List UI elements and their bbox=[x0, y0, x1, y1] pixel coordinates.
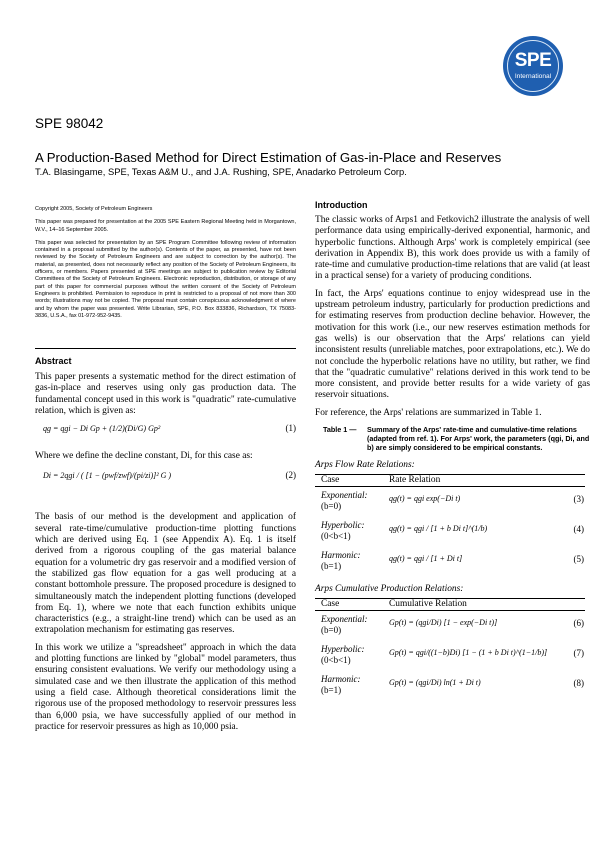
abstract-heading: Abstract bbox=[35, 356, 72, 366]
right-column bbox=[315, 200, 590, 704]
table-caption-label: Table 1 — bbox=[323, 425, 357, 435]
case-parameter: (b=0) bbox=[321, 501, 342, 512]
paper-title: A Production-Based Method for Direct Estimation of Gas-in-Place and Reserves bbox=[35, 150, 502, 165]
equation-number: (5) bbox=[573, 554, 584, 565]
equation-number: (7) bbox=[573, 648, 584, 659]
table-caption bbox=[323, 425, 590, 452]
abstract-paragraph: Where we define the decline constant, Di, for this case as: bbox=[35, 451, 253, 462]
table-rule bbox=[315, 474, 585, 475]
cumulative-table-body bbox=[315, 614, 590, 704]
relation-equation: qg(t) = qgi / [1 + Di t] bbox=[389, 554, 463, 564]
column-header-rate: Rate Relation bbox=[389, 475, 441, 486]
copyright-notice bbox=[35, 206, 296, 320]
copyright-line: This paper was selected for presentation by an SPE Program Committee following review of information contained in a proposal submitted by the author(s). Contents of the paper, as presented, have not been reviewed by the Society of Petroleum Engineers and are subject to correction by the author(s). The material, as presented, does not necessarily reflect any position of the Society of Petroleum Engineers, its officers, or members. Papers presented at SPE meetings are subject to publication review by Editorial Committees of the Society of Petroleum Engineers. Electronic reproduction, distribution, or storage of any part of this paper for commercial purposes without the written consent of the Society of Petroleum Engineers is prohibited. Permission to reproduce in print is restricted to a proposal of not more than 300 words; illustrations may not be copied. The proposal must contain conspicuous acknowledgment of where and by whom the paper was presented. Write Librarian, SPE, P.O. Box 833836, Richardson, TX 75083-3836, U.S.A., fax 01-972-952-9435. bbox=[35, 239, 296, 319]
introduction-heading: Introduction bbox=[315, 200, 368, 210]
case-parameter: (b=1) bbox=[321, 561, 342, 572]
equation-number: (4) bbox=[573, 524, 584, 535]
spe-logo bbox=[503, 36, 563, 96]
introduction-paragraph: In fact, the Arps' equations continue to enjoy widespread use in the upstream petroleum industry, particularly for production predictions and for estimating reserves from production decline behavior. However, the motivation for this work (i.e., our new reserves estimation methods for gas wells) is our observation that the Arps' relations can yield inconsistent results (unreliable matches, poor extrapolations, etc.). We do not conclude the hyperbolic relations have no utility, but rather, we find that the "quadratic cumulative" relations derived in this work tend to be more consistent, and provide better results for a wide variety of gas reservoir situations. bbox=[315, 288, 590, 401]
case-name: Exponential: bbox=[321, 490, 368, 501]
paper-id: SPE 98042 bbox=[35, 116, 104, 131]
equation-1 bbox=[43, 423, 296, 445]
table-rule bbox=[315, 486, 585, 487]
column-header-case: Case bbox=[321, 599, 340, 610]
abstract-paragraph: The basis of our method is the development and application of several rate-time/cumulative production-time plotting functions which are derived using Eq. 1 (see Appendix A). Eq. 1 is itself derived from a rigorous coupling of the gas material balance equation for a volumetric dry gas reservoir and a modified version of the stabilized gas flow equation for a gas well producing at a constant bottomhole pressure. The proposed procedure is designed to simultaneously match the independent plotting functions (developed from Eq. 1), where we note that each function exhibits unique characteristics (e.g., a straight-line trend) which can be used as an extrapolation mechanism for estimating gas reserves. bbox=[35, 512, 296, 636]
case-parameter: (b=1) bbox=[321, 685, 342, 696]
equation-2 bbox=[43, 470, 296, 498]
rate-table-header bbox=[315, 474, 590, 486]
equation-number: (8) bbox=[573, 678, 584, 689]
abstract-paragraph: This paper presents a systematic method for the direct estimation of gas-in-place and reserves using only gas production data. The fundamental concept used in this work is "quadratic" rate-cumulative relation, which is given as: bbox=[35, 372, 296, 416]
table-row bbox=[315, 674, 590, 704]
paper-authors: T.A. Blasingame, SPE, Texas A&M U., and J.A. Rushing, SPE, Anadarko Petroleum Corp. bbox=[35, 166, 407, 177]
equation-number: (3) bbox=[573, 494, 584, 505]
relation-equation: qg(t) = qgi / [1 + b Di t]^(1/b) bbox=[389, 524, 488, 534]
column-header-case: Case bbox=[321, 475, 340, 486]
logo-brand: SPE bbox=[514, 50, 552, 71]
case-parameter: (b=0) bbox=[321, 625, 342, 636]
equation-number: (2) bbox=[285, 470, 296, 481]
logo-subtitle: International bbox=[514, 73, 552, 80]
case-name: Hyperbolic: bbox=[321, 520, 365, 531]
rate-table-body bbox=[315, 490, 590, 580]
equation-text: qg = qgi − Di Gp + (1/2)(Di/G) Gp² bbox=[43, 424, 161, 434]
case-parameter: (0<b<1) bbox=[321, 531, 351, 542]
table-row bbox=[315, 490, 590, 520]
relation-equation: Gp(t) = (qgi/Di) ln(1 + Di t) bbox=[389, 678, 481, 688]
section-divider bbox=[35, 348, 296, 349]
table-row bbox=[315, 520, 590, 550]
table-rule bbox=[315, 610, 585, 611]
case-name: Harmonic: bbox=[321, 674, 361, 685]
equation-number: (6) bbox=[573, 618, 584, 629]
column-header-cumulative: Cumulative Relation bbox=[389, 599, 467, 610]
abstract-paragraph: In this work we utilize a "spreadsheet" approach in which the data and plotting functions are linked by "global" model parameters, thus ensuring consistent evaluations. We verify our methodology using a simulated case and we then illustrate the application of this method using a field case. Although theoretical considerations limit the rigorous use of the proposed methodology to reservoir pressures less than 6,000 psia, we have successfully applied of our method in practice for reservoir pressures as high as 10,000 psia. bbox=[35, 642, 296, 732]
table-caption-text: Summary of the Arps' rate-time and cumulative-time relations (adapted from ref. 1). For Arps' work, the parameters (qgi, Di, and b) are simply considered to be empirical constants. bbox=[367, 425, 590, 453]
case-name: Exponential: bbox=[321, 614, 368, 625]
table-row bbox=[315, 644, 590, 674]
table-row bbox=[315, 550, 590, 580]
case-name: Harmonic: bbox=[321, 550, 361, 561]
relation-equation: qg(t) = qgi exp(−Di t) bbox=[389, 494, 461, 504]
cumulative-table-header bbox=[315, 598, 590, 610]
left-column bbox=[35, 206, 296, 326]
introduction-paragraph: The classic works of Arps1 and Fetkovich2 illustrate the analysis of well performance data using empirically-derived exponential, harmonic, and hyperbolic functions. Although Arps' work is completely empirical (see derivation in Appendix B), this work does provide us with a family of rate-time and cumulative production-time relations that are valid (at least in a practical sense) for a variety of producing conditions. bbox=[315, 215, 590, 282]
copyright-line: Copyright 2005, Society of Petroleum Engineers bbox=[35, 206, 153, 212]
case-name: Hyperbolic: bbox=[321, 644, 365, 655]
abstract-section bbox=[35, 356, 296, 739]
rate-relations-title: Arps Flow Rate Relations: bbox=[315, 460, 415, 471]
equation-text: Di = 2qgi / ( [1 − (pwf/zwf)/(pi/zi)]² G ) bbox=[43, 471, 172, 481]
copyright-line: This paper was prepared for presentation at the 2005 SPE Eastern Regional Meeting held in Morgantown, W.V., 14–16 September 2005. bbox=[35, 219, 296, 233]
relation-equation: Gp(t) = (qgi/Di) [1 − exp(−Di t)] bbox=[389, 618, 498, 628]
equation-number: (1) bbox=[285, 423, 296, 434]
cumulative-relations-title: Arps Cumulative Production Relations: bbox=[315, 584, 464, 595]
introduction-paragraph: For reference, the Arps' relations are summarized in Table 1. bbox=[315, 407, 542, 418]
relation-equation: Gp(t) = qgi/((1−b)Di) [1 − (1 + b Di t)^(1−1/b)] bbox=[389, 648, 548, 658]
table-row bbox=[315, 614, 590, 644]
case-parameter: (0<b<1) bbox=[321, 655, 351, 666]
